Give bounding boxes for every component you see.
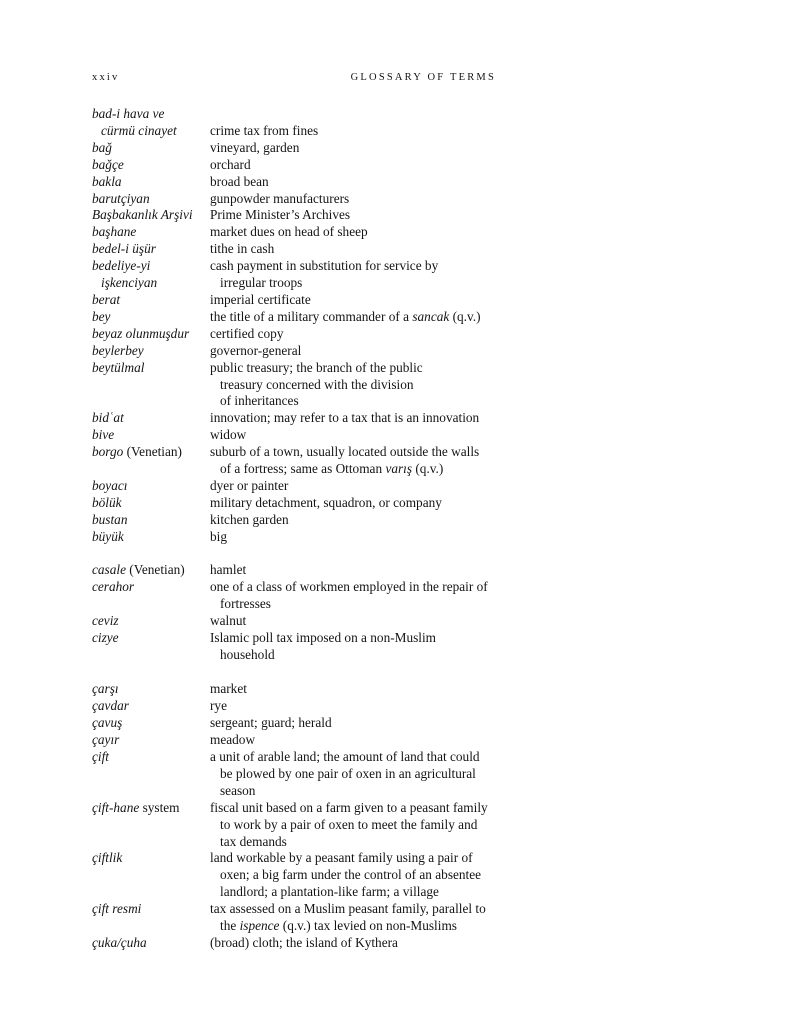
term-italic: çayır: [92, 732, 120, 748]
glossary-entry: [92, 732, 512, 749]
definition-line: widow: [210, 427, 247, 443]
glossary-entry: [92, 292, 512, 309]
term-line: [92, 309, 210, 326]
definition-line: dyer or painter: [210, 477, 289, 493]
term-italic: bustan: [92, 511, 128, 527]
glossary-entry: [92, 562, 512, 579]
glossary-entry: [92, 326, 512, 343]
term-note: (Venetian): [125, 562, 185, 578]
definition-line: walnut: [210, 613, 247, 629]
term-line: [92, 681, 210, 698]
definition-line: Prime Minister’s Archives: [210, 207, 351, 223]
glossary-entry: [92, 174, 512, 191]
glossary-entry: [92, 309, 512, 326]
glossary-term: [92, 241, 210, 258]
glossary-term: [92, 309, 210, 326]
term-line: [92, 343, 210, 360]
definition-line: [210, 106, 512, 123]
term-italic: çavuş: [92, 715, 123, 731]
term-line: [92, 512, 210, 529]
term-italic: bedeliye-yi: [92, 258, 151, 274]
glossary-definition: [210, 698, 512, 715]
term-line: [92, 529, 210, 546]
definition-line: season: [220, 782, 256, 798]
glossary-definition: [210, 360, 512, 411]
term-italic: çuka/çuha: [92, 934, 147, 950]
definition-line: fiscal unit based on a farm given to a peasant family: [210, 799, 488, 815]
term-line: [92, 174, 210, 191]
glossary-definition: [210, 241, 512, 258]
glossary-term: [92, 935, 210, 952]
glossary-term: [92, 529, 210, 546]
running-header: [92, 72, 496, 88]
glossary-entry: [92, 681, 512, 698]
term-line: [92, 140, 210, 157]
glossary-definition: [210, 292, 512, 309]
term-line: [92, 800, 210, 817]
glossary-term: [92, 207, 210, 224]
definition-line: rye: [210, 698, 227, 714]
glossary-definition: [210, 630, 512, 664]
glossary-term: [92, 258, 210, 292]
term-line: [92, 444, 210, 461]
glossary-entry: [92, 698, 512, 715]
term-line: [92, 123, 210, 140]
glossary-term: [92, 579, 210, 613]
term-italic: çiftlik: [92, 850, 123, 866]
glossary-entry: [92, 478, 512, 495]
glossary-entry: [92, 410, 512, 427]
term-note: (Venetian): [123, 444, 182, 460]
glossary-term: [92, 512, 210, 529]
term-italic: çift resmi: [92, 901, 142, 917]
glossary-definition: [210, 613, 512, 630]
term-line: [92, 698, 210, 715]
term-italic: çavdar: [92, 698, 129, 714]
term-line: [92, 613, 210, 630]
definition-italic: sancak: [412, 308, 450, 324]
definition-line: land workable by a peasant family using a pair of: [210, 850, 473, 866]
page-number: xxiv: [92, 72, 120, 83]
term-note: system: [139, 799, 180, 815]
term-line: [92, 258, 210, 275]
glossary-term: [92, 174, 210, 191]
glossary-definition: [210, 191, 512, 208]
term-line: [92, 901, 210, 918]
definition-line: treasury concerned with the division: [220, 376, 414, 392]
glossary-term: [92, 157, 210, 174]
term-italic: Başbakanlık Arşivi: [92, 207, 193, 223]
term-line: [92, 749, 210, 766]
glossary-entry: [92, 613, 512, 630]
glossary-entry: [92, 529, 512, 546]
glossary-term: [92, 360, 210, 411]
glossary-entry: [92, 207, 512, 224]
term-italic: başhane: [92, 224, 137, 240]
glossary-term: [92, 140, 210, 157]
glossary-definition: [210, 106, 512, 140]
term-italic: cerahor: [92, 579, 135, 595]
term-line: [92, 935, 210, 952]
glossary-definition: [210, 562, 512, 579]
glossary-entry: [92, 715, 512, 732]
definition-line: one of a class of workmen employed in the repair of: [210, 579, 488, 595]
definition-line: Islamic poll tax imposed on a non-Muslim: [210, 630, 437, 646]
glossary-term: [92, 732, 210, 749]
term-line: [92, 241, 210, 258]
term-line: [92, 106, 210, 123]
term-italic: işkenciyan: [101, 275, 158, 291]
glossary-definition: [210, 850, 512, 901]
term-italic: beylerbey: [92, 342, 144, 358]
definition-line: market: [210, 681, 247, 697]
term-italic: çarşı: [92, 681, 119, 697]
term-italic: bağ: [92, 139, 112, 155]
term-italic: boyacı: [92, 477, 128, 493]
glossary-entry: [92, 512, 512, 529]
glossary-term: [92, 715, 210, 732]
glossary-definition: [210, 495, 512, 512]
glossary-definition: [210, 157, 512, 174]
glossary-definition: [210, 444, 512, 478]
glossary-term: [92, 292, 210, 309]
term-italic: beyaz olunmuşdur: [92, 325, 190, 341]
definition-line: hamlet: [210, 562, 247, 578]
term-line: [92, 410, 210, 427]
glossary-entry: [92, 106, 512, 140]
definition-line: of inheritances: [220, 393, 299, 409]
glossary-definition: [210, 579, 512, 613]
glossary-term: [92, 444, 210, 478]
definition-line: cash payment in substitution for service by: [210, 258, 439, 274]
definition-line: the title of a military commander of a sancak (q.v.): [210, 308, 481, 324]
glossary-list: [92, 106, 512, 952]
glossary-entry: [92, 427, 512, 444]
glossary-term: [92, 106, 210, 140]
glossary-definition: [210, 343, 512, 360]
glossary-term: [92, 478, 210, 495]
glossary-definition: [210, 140, 512, 157]
definition-line: big: [210, 528, 227, 544]
term-italic: berat: [92, 291, 121, 307]
term-line: [92, 207, 210, 224]
definition-line: tithe in cash: [210, 241, 275, 257]
definition-italic: varış: [385, 461, 413, 477]
glossary-entry: [92, 191, 512, 208]
definition-line: suburb of a town, usually located outside the walls: [210, 444, 480, 460]
running-title: GLOSSARY OF TERMS: [350, 72, 496, 83]
term-line: [92, 562, 210, 579]
glossary-definition: [210, 681, 512, 698]
glossary-entry: [92, 140, 512, 157]
term-italic: barutçiyan: [92, 190, 150, 206]
glossary-definition: [210, 309, 512, 326]
glossary-definition: [210, 529, 512, 546]
glossary-entry: [92, 343, 512, 360]
glossary-entry: [92, 749, 512, 800]
definition-line: household: [220, 646, 275, 662]
term-italic: cizye: [92, 630, 119, 646]
definition-line: irregular troops: [220, 275, 303, 291]
definition-line: landlord; a plantation-like farm; a village: [220, 884, 439, 900]
term-line: [92, 275, 210, 292]
definition-line: imperial certificate: [210, 291, 311, 307]
glossary-definition: [210, 174, 512, 191]
term-line: [92, 157, 210, 174]
glossary-entry: [92, 241, 512, 258]
glossary-entry: [92, 579, 512, 613]
term-line: [92, 495, 210, 512]
term-italic: bölük: [92, 494, 122, 510]
glossary-term: [92, 800, 210, 851]
glossary-term: [92, 410, 210, 427]
glossary-definition: [210, 732, 512, 749]
term-line: [92, 292, 210, 309]
definition-line: sergeant; guard; herald: [210, 715, 332, 731]
term-line: [92, 850, 210, 867]
glossary-definition: [210, 512, 512, 529]
glossary-term: [92, 630, 210, 664]
definition-line: oxen; a big farm under the control of an absentee: [220, 867, 482, 883]
term-italic: bakla: [92, 173, 122, 189]
definition-line: orchard: [210, 156, 251, 172]
glossary-entry: [92, 495, 512, 512]
definition-line: be plowed by one pair of oxen in an agricultural: [220, 765, 476, 781]
definition-line: military detachment, squadron, or company: [210, 494, 442, 510]
glossary-entry: [92, 935, 512, 952]
term-line: [92, 732, 210, 749]
definition-italic: ispence: [239, 918, 280, 934]
term-italic: bive: [92, 427, 115, 443]
glossary-entry: [92, 224, 512, 241]
glossary-term: [92, 698, 210, 715]
glossary-definition: [210, 800, 512, 851]
definition-line: to work by a pair of oxen to meet the family and: [220, 816, 478, 832]
glossary-entry: [92, 850, 512, 901]
glossary-term: [92, 343, 210, 360]
definition-line: crime tax from fines: [210, 122, 319, 138]
term-line: [92, 478, 210, 495]
term-italic: çift: [92, 749, 109, 765]
glossary-entry: [92, 800, 512, 851]
definition-line: of a fortress; same as Ottoman varış (q.v.): [220, 461, 444, 477]
glossary-definition: [210, 901, 512, 935]
definition-line: (broad) cloth; the island of Kythera: [210, 934, 398, 950]
glossary-term: [92, 224, 210, 241]
definition-line: a unit of arable land; the amount of land that could: [210, 749, 480, 765]
glossary-entry: [92, 901, 512, 935]
term-italic: bağçe: [92, 156, 124, 172]
term-italic: casale: [92, 562, 126, 578]
definition-line: vineyard, garden: [210, 139, 300, 155]
term-line: [92, 224, 210, 241]
glossary-entry: [92, 444, 512, 478]
definition-line: innovation; may refer to a tax that is an innovation: [210, 410, 480, 426]
term-line: [92, 579, 210, 596]
term-italic: borgo: [92, 444, 124, 460]
definition-line: the ispence (q.v.) tax levied on non-Muslims: [220, 918, 457, 934]
glossary-term: [92, 191, 210, 208]
glossary-definition: [210, 427, 512, 444]
glossary-definition: [210, 935, 512, 952]
definition-line: tax assessed on a Muslim peasant family, parallel to: [210, 901, 486, 917]
glossary-definition: [210, 715, 512, 732]
glossary-definition: [210, 207, 512, 224]
glossary-entry: [92, 630, 512, 664]
term-italic: cürmü cinayet: [101, 122, 177, 138]
term-line: [92, 630, 210, 647]
term-italic: bey: [92, 308, 111, 324]
glossary-definition: [210, 749, 512, 800]
glossary-definition: [210, 258, 512, 292]
glossary-term: [92, 901, 210, 935]
term-italic: bedel-i üşür: [92, 241, 156, 257]
term-italic: ceviz: [92, 613, 119, 629]
glossary-definition: [210, 326, 512, 343]
term-italic: beytülmal: [92, 359, 145, 375]
glossary-term: [92, 613, 210, 630]
term-line: [92, 360, 210, 377]
term-italic: bad-i hava ve: [92, 106, 165, 121]
glossary-definition: [210, 224, 512, 241]
term-italic: çift-hane: [92, 799, 140, 815]
glossary-definition: [210, 410, 512, 427]
term-line: [92, 715, 210, 732]
glossary-term: [92, 495, 210, 512]
definition-line: certified copy: [210, 325, 284, 341]
definition-line: tax demands: [220, 833, 287, 849]
glossary-term: [92, 326, 210, 343]
definition-line: governor-general: [210, 342, 302, 358]
definition-line: fortresses: [220, 596, 271, 612]
term-line: [92, 326, 210, 343]
term-line: [92, 427, 210, 444]
glossary-term: [92, 749, 210, 800]
definition-line: broad bean: [210, 173, 269, 189]
glossary-entry: [92, 157, 512, 174]
glossary-entry: [92, 360, 512, 411]
glossary-term: [92, 681, 210, 698]
term-line: [92, 191, 210, 208]
glossary-term: [92, 562, 210, 579]
definition-line: meadow: [210, 732, 256, 748]
glossary-term: [92, 427, 210, 444]
definition-line: kitchen garden: [210, 511, 289, 527]
definition-line: gunpowder manufacturers: [210, 190, 350, 206]
glossary-entry: [92, 258, 512, 292]
definition-line: public treasury; the branch of the public: [210, 359, 423, 375]
glossary-definition: [210, 478, 512, 495]
term-italic: bidʿat: [92, 410, 124, 426]
term-italic: büyük: [92, 528, 124, 544]
glossary-term: [92, 850, 210, 901]
definition-line: market dues on head of sheep: [210, 224, 368, 240]
